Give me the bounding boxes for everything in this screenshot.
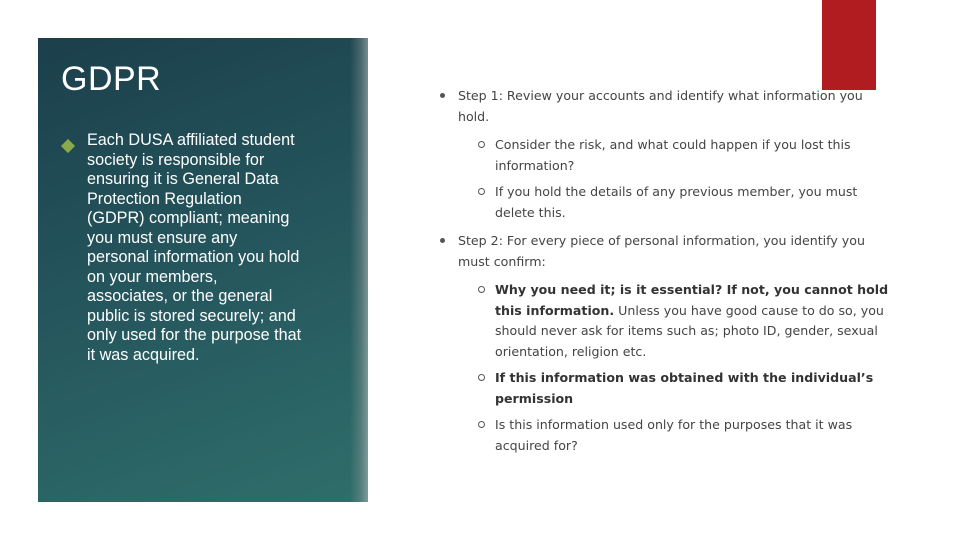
sub-item (478, 182, 890, 223)
slide-title: GDPR (61, 60, 162, 98)
sub-item-bold: If this information was obtained with the individual’s permission (495, 370, 874, 406)
sub-list (458, 280, 890, 456)
sub-item-text: Is this information used only for the purposes that it was acquired for? (495, 417, 853, 453)
sub-item (478, 368, 890, 409)
left-bullet-text: Each DUSA affiliated student society is responsible for ensuring it is General Data Protection Regulation (GDPR) compliant; meaning you must ensure any personal information you hold on your members, associates, or the general public is stored securely; and only used for the purpose that it was acquired. (87, 131, 302, 364)
circle-bullet-icon (478, 141, 485, 148)
step-item (440, 231, 890, 456)
panel-edge-shading (350, 38, 368, 502)
circle-bullet-icon (478, 421, 485, 428)
sub-item-text: If you hold the details of any previous member, you must delete this. (495, 184, 858, 220)
circle-bullet-icon (478, 286, 485, 293)
bullet-dot-icon (440, 93, 445, 98)
step-text: Step 1: Review your accounts and identify what information you hold. (458, 88, 863, 124)
accent-bar (822, 0, 876, 90)
sub-item (478, 135, 890, 176)
step-text: Step 2: For every piece of personal information, you identify you must confirm: (458, 233, 865, 269)
step-item (440, 86, 890, 223)
steps-list (440, 86, 890, 464)
circle-bullet-icon (478, 188, 485, 195)
sub-item (478, 415, 890, 456)
sub-list (458, 135, 890, 223)
sub-item-text: Unless you have good cause to do so, you should never ask for items such as; photo ID, gender, sexual orientation, religion etc. (495, 302, 884, 359)
circle-bullet-icon (478, 374, 485, 381)
sub-item-bold: Why you need it; is it essential? If not, you cannot hold this information. (495, 282, 889, 318)
sub-item (478, 280, 890, 362)
bullet-dot-icon (440, 238, 445, 243)
sub-item-text: Consider the risk, and what could happen if you lost this information? (495, 137, 851, 173)
